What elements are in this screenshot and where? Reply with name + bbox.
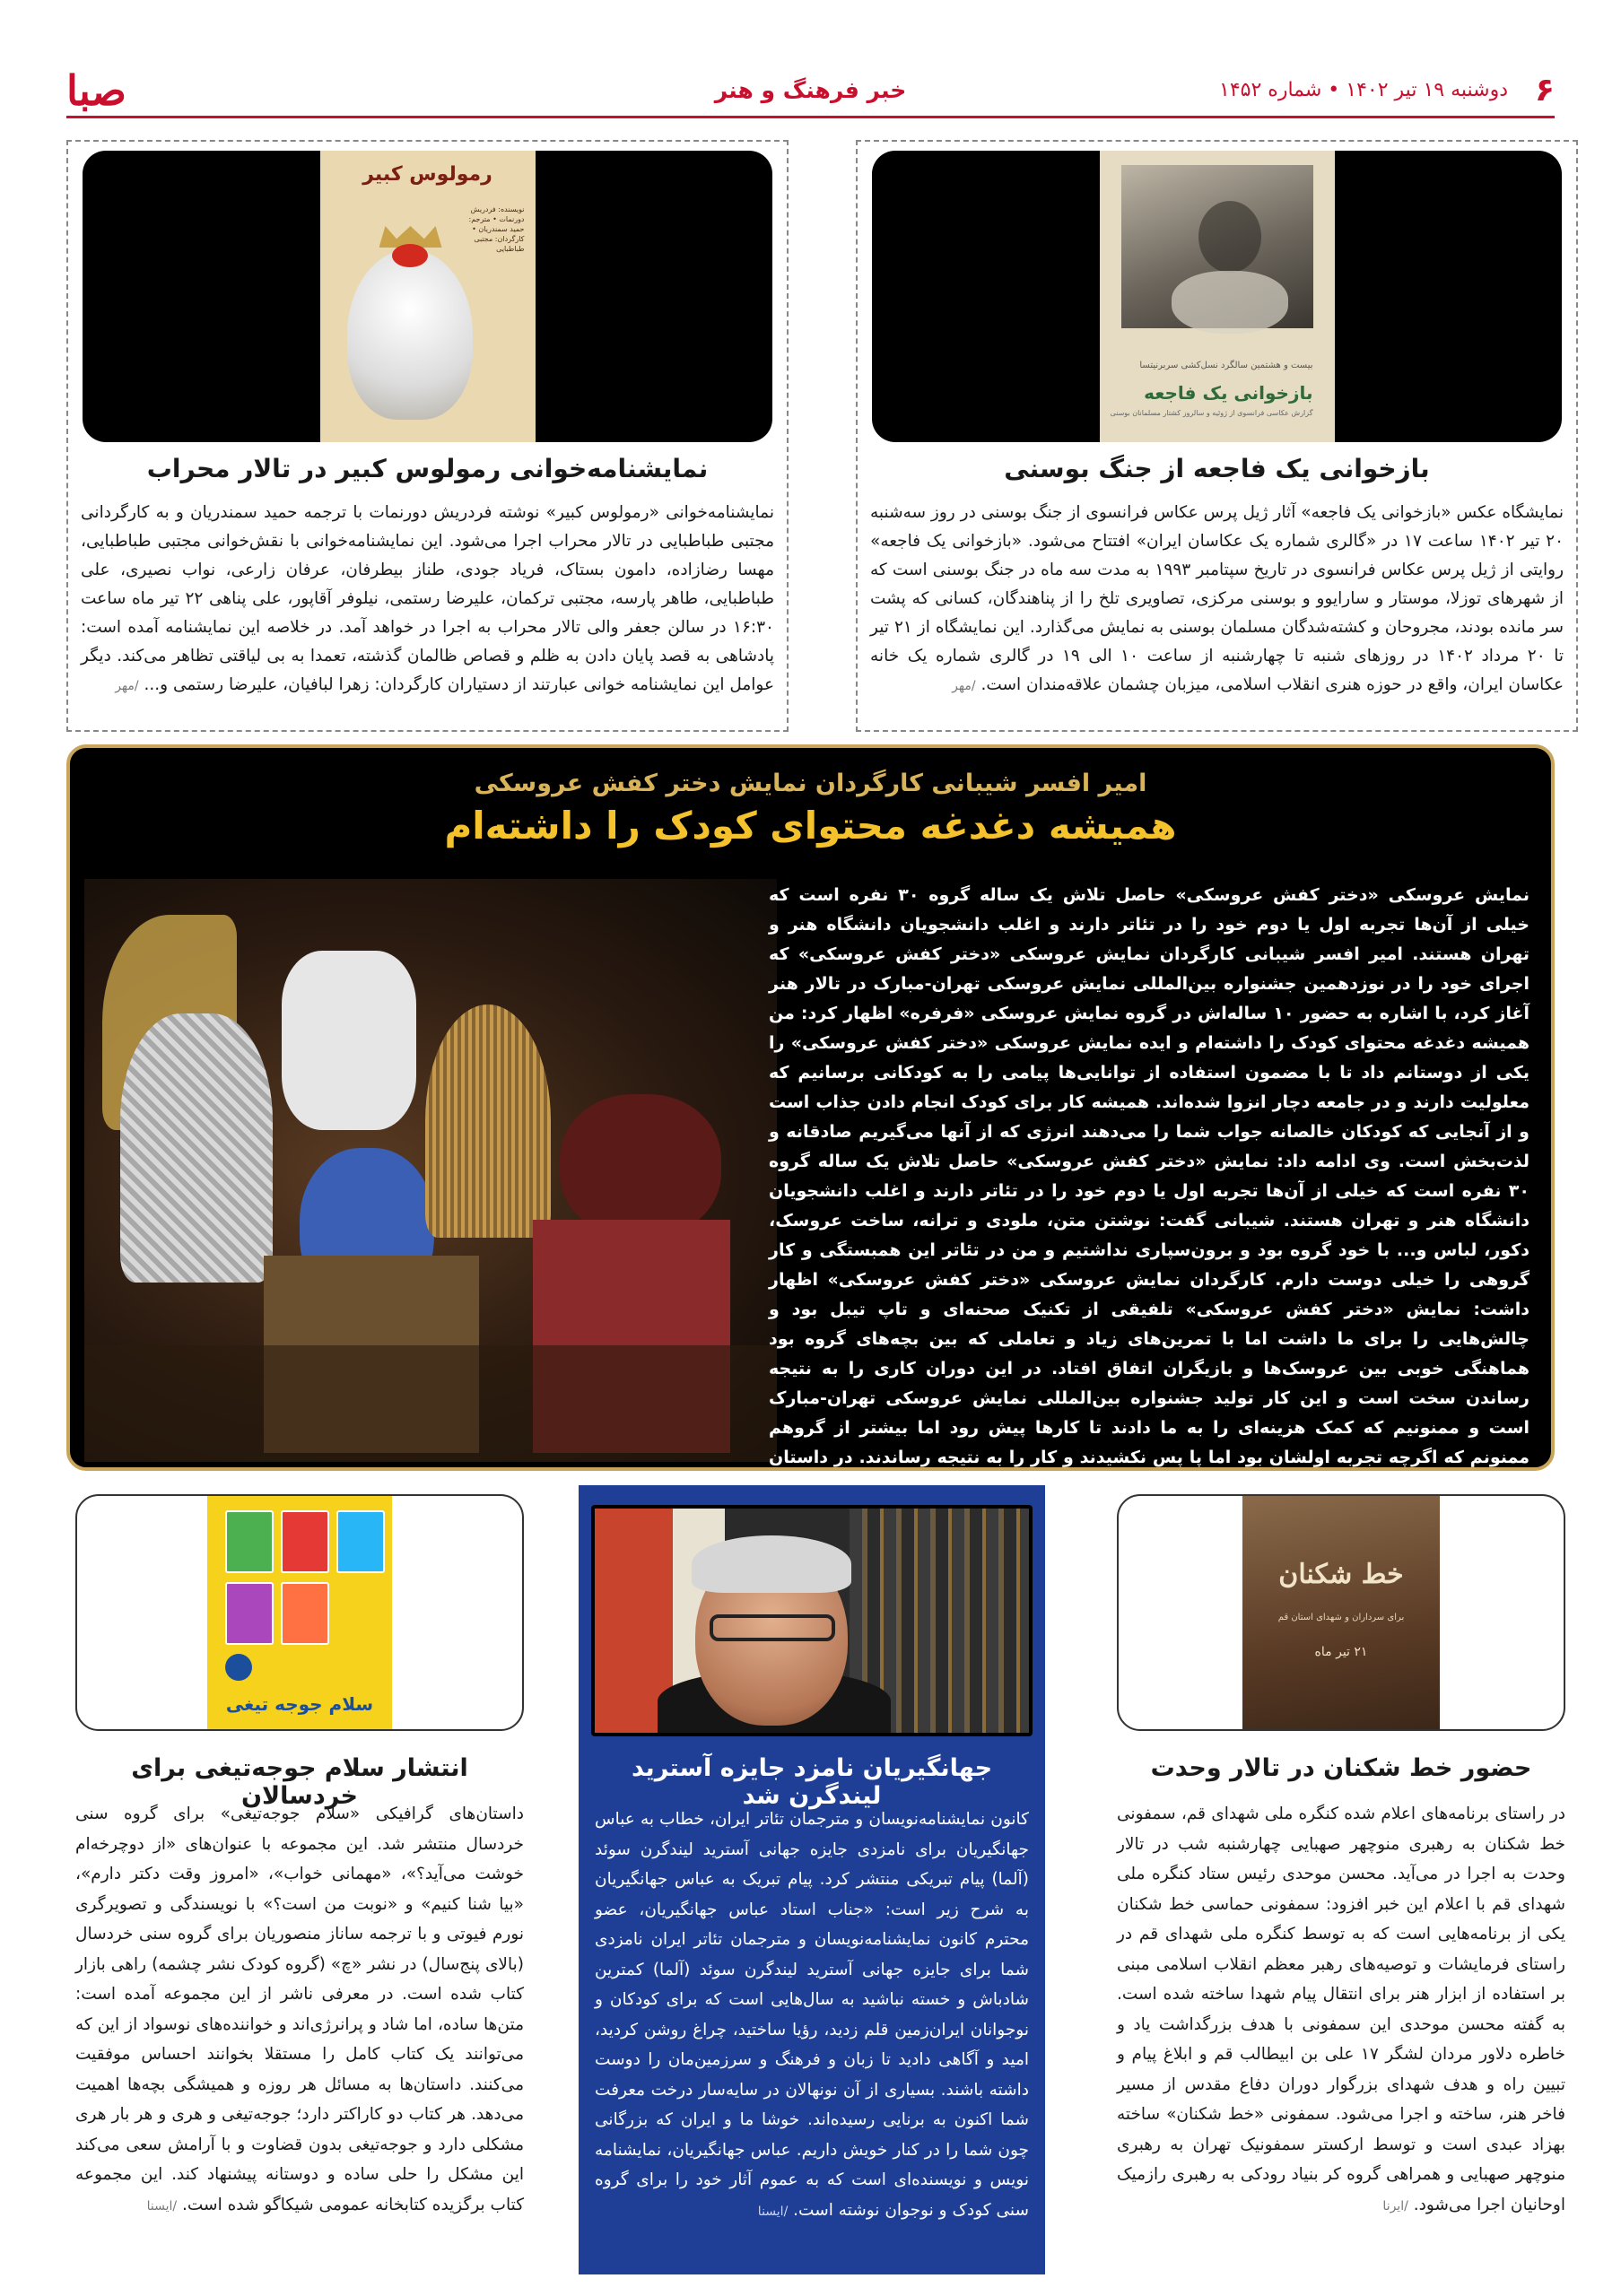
article-body: داستان‌های گرافیکی «سلام جوجه‌تیغی» برای گروه سنی خردسال منتشر شد. این مجموعه با عنوان‌های «از دوچرخه‌ام خوشت می‌آید؟»، «مهمانی خواب»، «امروز وقت دکتر دارم»، «بیا شنا کنیم» و «نوبت من است؟» با نویسندگی و تصویرگری نورم فیوتی و با ترجمه ساناز منصوریان برای گروه سنی خردسال (بالای پنج‌سال) در نشر «چ» (گروه کودک نشر چشمه) راهی بازار کتاب شده است. در معرفی ناشر از این مجموعه آمده است: متن‌ها ساده، اما شاد و پرانرژی‌اند و خواننده‌های نوسواد از این که می‌توانند یک کتاب کامل را مستقلا بخوانند احساس موفقیت می‌کنند. داستان‌ها به مسائل هر روزه و همیشگی بچه‌ها اهمیت می‌دهد. هر کتاب دو کاراکتر دارد؛ جوجه‌تیغی و هری و هر بار هری مشکلی دارد و جوجه‌تیغی بدون قضاوت و با آرامش سعی می‌کند این مشکل را حلی ساده و دوستانه پیشنهاد کند. این مجموعه کتاب برگزیده کتابخانه عمومی شیکاگو شده است. /ایسنا (75, 1805, 524, 2214)
section-title: خبر فرهنگ و هنر (714, 77, 907, 103)
article-jahangirian (579, 1485, 1045, 2274)
article-hedgehog-books (66, 1489, 533, 2251)
feature-article-puppet-show (66, 744, 1555, 1471)
symphony-poster-image (1242, 1496, 1440, 1731)
article-romulus-reading (66, 140, 789, 732)
article-bosnia-exhibition (856, 140, 1578, 732)
poster-title: خط شکنان (1278, 1559, 1404, 1590)
page-number: ۶ (1535, 72, 1555, 109)
article-image-card (83, 151, 772, 442)
article-source: /ایسنا (757, 2204, 789, 2219)
feature-body: نمایش عروسکی «دختر کفش عروسکی» حاصل تلاش یک ساله گروه ۳۰ نفره است که خیلی از آن‌ها تجربه اول یا دوم خود را در تئاتر دارند و اغلب دانشجویان دانشگاه هنر و تهران هستند. امیر افسر شیبانی کارگردان نمایش عروسکی «دختر کفش عروسکی» که اجرای خود را در نوزدهمین جشنواره بین‌المللی نمایش عروسکی تهران-مبارک در تالار هنر آغاز کرد، با اشاره به حضور ۱۰ ساله‌اش در گروه نمایش عروسکی «فرفره» اظهار کرد: من همیشه دغدغه محتوای کودک را داشته‌ام و ایده نمایش عروسکی «دختر کفش عروسکی» را یکی از دوستانم داد تا با مضمون استفاده از توانایی‌ها پیامی را به کودکانی برسانیم که معلولیت دارند و در جامعه دچار انزوا شده‌اند. همیشه کار برای کودک انجام دادن جذاب است و از آنجایی که کودکان خالصانه جواب شما را می‌دهند انرژی که از آنها می‌گیریم صادقانه و لذت‌بخش است. وی ادامه داد: نمایش «دختر کفش عروسکی» حاصل تلاش یک ساله گروه ۳۰ نفره است که خیلی از آن‌ها تجربه اول یا دوم خود را در تئاتر دارند و اغلب دانشجویان دانشگاه هنر و تهران هستند. شیبانی گفت: نوشتن متن، ملودی و ترانه، ساخت عروسک، دکور، لباس و... با خود گروه بود و برون‌سپاری نداشتیم و من در تئاتر این همبستگی و کار گروهی را خیلی دوست دارم. کارگردان نمایش عروسکی «دختر کفش عروسکی» اظهار داشت: نمایش «دختر کفش عروسکی» تلفیقی از تکنیک صحنه‌ای و تاپ تیبل بود و چالش‌هایی را برای ما داشت اما با تمرین‌های زیاد و تعاملی که بین بچه‌های گروه بود هماهنگی خوبی بین عروسک‌ها و بازیگران اتفاق افتاد. در این دوران کاری را به نتیجه رساندن سخت است و این کار تولید جشنواره بین‌المللی نمایش عروسکی تهران-مبارک است و ممنونیم که کمک هزینه‌ای را به ما دادند تا کارها پیش رود اما بیشتر از گروهم ممنونم که اگرچه تجربه اولشان بود اما پا پس نکشیدند و کار را به نتیجه رساندند. در داستان (769, 885, 1529, 1467)
newspaper-logo: صبا (66, 66, 126, 115)
article-image-card (872, 151, 1562, 442)
article-headline: جهانگیریان نامزد جایزه آسترید لیندگرن شد (631, 1754, 993, 1810)
article-headline: بازخوانی یک فاجعه از جنگ بوسنی (1004, 454, 1430, 483)
rooster-comb (392, 244, 428, 267)
feature-kicker: امیر افسر شیبانی کارگردان نمایش دختر کفش عروسکی (474, 770, 1147, 797)
author-portrait (595, 1509, 1029, 1733)
publisher-logo (225, 1654, 252, 1681)
article-source: /ایسنا (146, 2198, 178, 2213)
article-image-card (591, 1505, 1033, 1736)
article-source: /مهر (952, 679, 976, 693)
article-headline: نمایشنامه‌خوانی رمولوس کبیر در تالار محراب (146, 454, 709, 483)
article-body: نمایشگاه عکس «بازخوانی یک فاجعه» آثار ژیل پرس عکاس فرانسوی از جنگ بوسنی در روز سه‌شنبه ۲۰ تیر ۱۴۰۲ ساعت ۱۷ در «گالری شماره یک عکاسان ایران» افتتاح می‌شود. «بازخوانی یک فاجعه» روایتی از ژیل پرس عکاس فرانسوی در تاریخ سپتامبر ۱۹۹۳ به مدت سه ماه در جنگ بوسنی است که از شهرهای توزلا، موستار و سارایوو و بوسنی مرکزی، تصاویری تلخ را از پناهندگان، کسانی که پشت سر مانده بودند، مجروحان و کشته‌شدگان مسلمان بوسنی به نمایش می‌گذارد. این نمایشگاه از ۲۱ تیر تا ۲۰ مرداد ۱۴۰۲ در روزهای شنبه تا چهارشنبه از ساعت ۱۰ الی ۱۹ در گالری شماره یک خانه عکاسان ایران، واقع در حوزه هنری انقلاب اسلامی، میزبان چشمان علاقه‌مندان است. /مهر (870, 503, 1564, 694)
glasses-icon (710, 1614, 835, 1641)
war-photo (1121, 165, 1313, 328)
play-poster-image (320, 151, 536, 442)
book-title: سلام جوجه تیغی (225, 1693, 374, 1715)
issue-info: دوشنبه ۱۹ تیر ۱۴۰۲ • شماره ۱۴۵۲ (1219, 79, 1508, 101)
article-body: در راستای برنامه‌های اعلام شده کنگره ملی شهدای قم، سمفونی خط شکنان به رهبری منوچهر صهبایی چهارشنبه شب در تالار وحدت به اجرا در می‌آید. محسن موحدی رئیس ستاد کنگره ملی شهدای قم با اعلام این خبر افزود: سمفونی حماسی خط شکنان یکی از برنامه‌هایی است که به توسط کنگره ملی شهدای قم در راستای فرمایشات و توصیه‌های رهبر معظم انقلاب اسلامی مبنی بر استفاده از ابزار هنر برای انتقال پیام شهدا ساخته شده است. به گفته محسن موحدی این سمفونی با هدف بزرگداشت یاد و خاطره دلاور مردان لشگر ۱۷ علی بن ابیطالب قم و ابلاغ پیام و تبیین راه و هدف شهدای بزرگوار دوران دفاع مقدس از مسیر فاخر هنر، ساخته و اجرا می‌شود. سمفونی «خط شکنان» ساخته بهزاد عبدی است و توسط ارکستر سمفونیک تهران به رهبری منوچهر صهبایی و همراهی گروه کر بنیاد رودکی به رهبری رازمیک اوحانیان اجرا می‌شود. /ایرنا (1117, 1805, 1565, 2214)
poster-credits: نویسنده: فردریش دورنمات • مترجم: حمید سمندریان • کارگردان: مجتبی طباطبایی (468, 205, 525, 253)
feature-headline: همیشه دغدغه محتوای کودک را داشته‌ام (444, 804, 1177, 848)
poster-subtitle: برای سرداران و شهدای استان قم (1277, 1613, 1405, 1622)
poster-date: ۲۱ تیر ماه (1314, 1645, 1368, 1659)
book-series-image (207, 1496, 392, 1731)
article-image-card (1117, 1494, 1565, 1731)
article-image-card (75, 1494, 524, 1731)
article-headline: انتشار سلام جوجه‌تیغی برای خردسالان (131, 1754, 468, 1810)
puppet-show-photo (84, 879, 777, 1462)
article-khatshekanan (1108, 1489, 1574, 2251)
page-header (66, 66, 1555, 118)
article-headline: حضور خط شکنان در تالار وحدت (1150, 1754, 1532, 1782)
poster-title: رمولوس کبیر (362, 163, 492, 186)
article-source: /مهر (115, 679, 139, 693)
poster-subtitle: بیست و هشتمین سالگرد نسل‌کشی سربرنیتسا (1139, 361, 1313, 370)
article-body: کانون نمایشنامه‌نویسان و مترجمان تئاتر ایران، خطاب به عباس جهانگیریان برای نامزدی جایزه جهانی آسترید لیندگرن سوئد (آلما) پیام تبریکی منتشر کرد. پیام تبریک به عباس جهانگیریان به شرح زیر است: «جناب استاد عباس جهانگیریان، عضو محترم کانون نمایشنامه‌نویسان و مترجمان تئاتر ایران نامزدی شما برای جایزه جهانی آسترید لیندگرن سوئد (آلما) کمترین شادباش و خسته نباشید به سال‌هایی است که برای کودکان و نوجوانان ایران‌زمین قلم زدید، رؤیا ساختید، چراغ روشن کردید، امید و آگاهی دادید تا زبان و فرهنگ و سرزمین‌مان را دوست داشته باشند. بسیاری از آن نونهالان در سایه‌سار درخت معرفت شما اکنون به برنایی رسیده‌اند. خوشا ما و ایران که بزرگانی چون شما را در کنار خویش داریم. عباس جهانگیریان، نمایشنامه نویس و نویسنده‌ای است که به عموم آثار خود را برای گروه سنی کودک و نوجوان نوشته است. /ایسنا (595, 1810, 1029, 2220)
poster-note: گزارش عکاسی فرانسوی از ژوئیه و سالروز کشتار مسلمانان بوسنی (1110, 409, 1313, 417)
article-source: /ایرنا (1382, 2198, 1408, 2213)
article-body: نمایشنامه‌خوانی «رمولوس کبیر» نوشته فردریش دورنمات با ترجمه حمید سمندریان و به کارگردانی مجتبی طباطبایی در تالار محراب اجرا می‌شود. این نمایشنامه‌خوانی با نقش‌خوانی مجتبی طباطبایی، مهسا رضازاده، دامون بستاک، فریاد جودی، طناز بیطرفان، عرفان زارعی، نواب نصیری، علی طباطبایی، طاهر پارسه، مجتبی ترکمان، علیرضا رستمی، نیلوفر آقاپور، علی پناهی ۲۲ تیر ماه ساعت ۱۶:۳۰ در سالن جعفر والی تالار محراب به اجرا در خواهد آمد. در خلاصه این نمایشنامه آمده است: پادشاهی به قصد پایان دادن به ظلم و قصاص ظالمان گذشته، تعمدا به بی لیاقتی تظاهر می‌کند. دیگر عوامل این نمایشنامه خوانی عبارتند از دستیاران کارگردان: زهرا لبافیان، علیرضا رستمی و... /مهر (81, 503, 774, 694)
rooster-illustration (347, 249, 473, 420)
poster-title: بازخوانی یک فاجعه (1144, 382, 1313, 404)
exhibition-poster-image (1100, 151, 1335, 442)
